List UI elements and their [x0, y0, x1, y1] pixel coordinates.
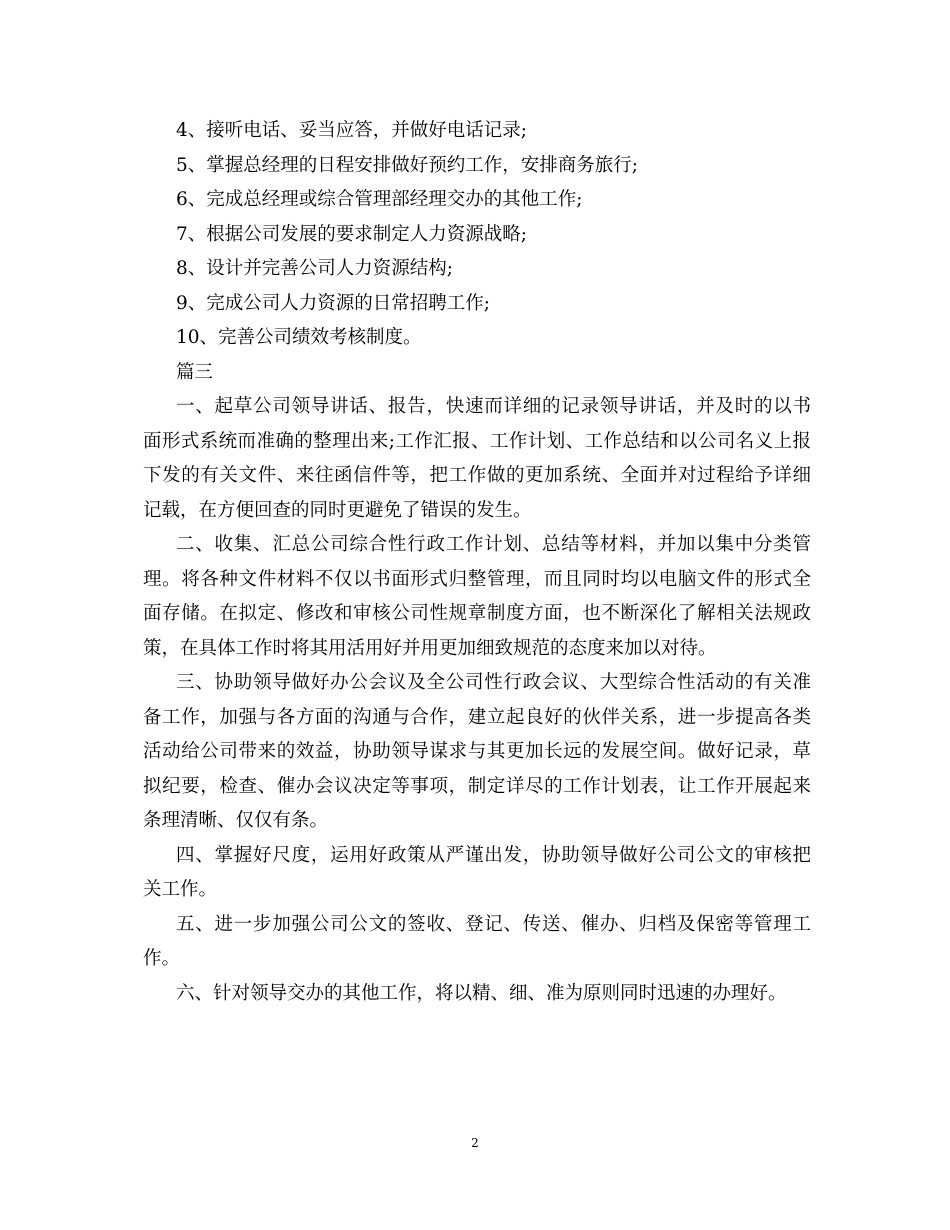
paragraph-3	[143, 666, 811, 839]
paragraph-line: 四、掌握好尺度，运用好政策从严谨出发，协助领导做好公司公文的审核把	[176, 844, 811, 866]
paragraph-line: 面存储。在拟定、修改和审核公司性规章制度方面，也不断深化了解相关法规政	[143, 603, 811, 624]
section-heading: 篇三	[176, 361, 214, 383]
list-item: 7、根据公司发展的要求制定人力资源战略;	[176, 223, 528, 245]
paragraph-line: 作。	[143, 948, 181, 969]
paragraph-6	[143, 977, 811, 1012]
page-number: 2	[471, 1136, 479, 1150]
paragraph-line: 下发的有关文件、来往函信件等，把工作做的更加系统、全面并对过程给予详细	[143, 465, 811, 486]
paragraph-line: 条理清晰、仅仅有条。	[143, 810, 329, 831]
list-item: 4、接听电话、妥当应答，并做好电话记录;	[176, 120, 528, 141]
list-item: 5、掌握总经理的日程安排做好预约工作，安排商务旅行;	[176, 154, 639, 176]
list-item: 9、完成公司人力资源的日常招聘工作;	[176, 292, 491, 314]
paragraph-4	[143, 839, 811, 908]
paragraph-line: 活动给公司带来的效益，协助领导谋求与其更加长远的发展空间。做好记录，草	[143, 741, 811, 762]
paragraph-2	[143, 528, 811, 666]
paragraph-line: 关工作。	[143, 879, 218, 900]
paragraph-line: 一、起草公司领导讲话、报告，快速而详细的记录领导讲话，并及时的以书	[176, 396, 811, 417]
paragraph-line: 拟纪要，检查、催办会议决定等事项，制定详尽的工作计划表，让工作开展起来	[143, 775, 811, 797]
paragraph-1	[143, 390, 811, 528]
document-body	[143, 114, 811, 1011]
paragraph-line: 五、进一步加强公司公文的签收、登记、传送、催办、归档及保密等管理工	[176, 913, 811, 935]
duty-list	[143, 114, 811, 356]
list-item: 10、完善公司绩效考核制度。	[176, 327, 422, 348]
paragraph-line: 六、针对领导交办的其他工作，将以精、细、准为原则同时迅速的办理好。	[176, 982, 787, 1004]
paragraph-line: 理。将各种文件材料不仅以书面形式归整管理，而且同时均以电脑文件的形式全	[143, 568, 811, 590]
paragraph-line: 三、协助领导做好办公会议及全公司性行政会议、大型综合性活动的有关准	[176, 672, 811, 693]
paragraph-line: 二、收集、汇总公司综合性行政工作计划、总结等材料，并加以集中分类管	[176, 534, 811, 555]
paragraph-line: 面形式系统而准确的整理出来;工作汇报、工作计划、工作总结和以公司名义上报	[143, 430, 811, 452]
paragraph-line: 记载，在方便回查的同时更避免了错误的发生。	[143, 499, 532, 521]
paragraph-line: 备工作，加强与各方面的沟通与合作，建立起良好的伙伴关系，进一步提高各类	[143, 706, 811, 728]
list-item: 6、完成总经理或综合管理部经理交办的其他工作;	[176, 189, 583, 210]
paragraph-5	[143, 908, 811, 977]
paragraph-line: 策，在具体工作时将其用活用好并用更加细致规范的态度来加以对待。	[143, 637, 717, 659]
list-item: 8、设计并完善公司人力资源结构;	[176, 258, 454, 279]
